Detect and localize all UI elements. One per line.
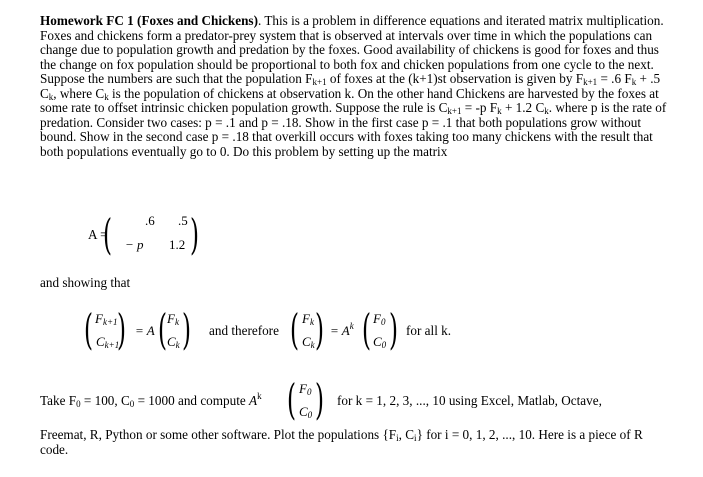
symbol: C bbox=[167, 334, 176, 349]
sub: k bbox=[544, 106, 549, 117]
text: = -p F bbox=[461, 100, 498, 116]
text: } for i = 0, 1, 2, ..., 10. Here is a piece of R code. bbox=[40, 427, 643, 457]
sup: k bbox=[257, 391, 262, 401]
eq-left-paren-4: ( bbox=[362, 305, 372, 354]
take-text bbox=[40, 393, 262, 409]
sub: 0 bbox=[381, 340, 387, 350]
eq-right-paren-3: ) bbox=[315, 305, 325, 354]
sub: k bbox=[310, 340, 315, 350]
matrix-a22: 1.2 bbox=[169, 237, 186, 252]
take-right-paren: ) bbox=[315, 375, 325, 424]
sub: 0 bbox=[76, 399, 81, 409]
sub: k+1 bbox=[447, 106, 462, 117]
text: , where C bbox=[53, 85, 105, 101]
matrix-a21: − p bbox=[125, 237, 144, 252]
and-therefore-text: and therefore bbox=[209, 323, 279, 338]
sub: i bbox=[396, 433, 399, 443]
equals-A: = A bbox=[135, 323, 155, 338]
matrix-label: A = bbox=[88, 227, 108, 242]
final-paragraph bbox=[40, 428, 665, 457]
symbol: C bbox=[96, 334, 105, 349]
symbol: F bbox=[167, 311, 175, 326]
text: = 100, C bbox=[80, 393, 130, 408]
eq-left-paren-2: ( bbox=[158, 305, 168, 354]
problem-paragraph bbox=[40, 14, 670, 159]
sup: k bbox=[349, 321, 354, 331]
sub: k+1 bbox=[312, 77, 327, 88]
matrix-left-paren: ( bbox=[103, 210, 113, 259]
text: = 1000 and compute bbox=[134, 393, 250, 408]
sub: 0 bbox=[380, 317, 386, 327]
text: Freemat, R, Python or some other software. Plot the populations {F bbox=[40, 427, 397, 442]
symbol: C bbox=[373, 334, 382, 349]
sub: k bbox=[48, 91, 54, 102]
symbol: A bbox=[249, 393, 258, 408]
sub: k+1 bbox=[583, 77, 598, 88]
symbol: F bbox=[302, 311, 310, 326]
equals-A-k: = A bbox=[330, 323, 350, 338]
matrix-a12: .5 bbox=[178, 213, 188, 228]
text: + .5 C bbox=[40, 71, 661, 101]
sub: k+1 bbox=[104, 340, 120, 350]
sub: k bbox=[104, 91, 109, 102]
eq-right-paren-2: ) bbox=[182, 305, 192, 354]
symbol: F bbox=[299, 381, 307, 396]
symbol: C bbox=[299, 404, 308, 419]
sub: 0 bbox=[306, 387, 312, 397]
sub: k bbox=[309, 317, 314, 327]
sub: k bbox=[174, 317, 179, 327]
sub: i bbox=[414, 433, 417, 443]
matrix-a11: .6 bbox=[145, 213, 155, 228]
eq-left-paren-3: ( bbox=[290, 305, 300, 354]
text: is the population of chickens at observation k. On the other hand Chickens are harvested by the foxes at some rate to offset intrinsic chicken population growth. Suppose the rule is C bbox=[40, 85, 659, 116]
matrix-right-paren: ) bbox=[190, 210, 200, 259]
eq-right-paren-1: ) bbox=[117, 305, 127, 354]
for-all-k-text: for all k. bbox=[406, 323, 452, 338]
eq-left-paren-1: ( bbox=[84, 305, 94, 354]
showing-text: and showing that bbox=[40, 275, 131, 290]
eq-right-paren-4: ) bbox=[389, 305, 399, 354]
text: Take F bbox=[40, 393, 77, 408]
sub: k bbox=[631, 77, 637, 88]
sub: k bbox=[497, 106, 502, 117]
sub: 0 bbox=[129, 399, 135, 409]
intro-text: . This is a problem in difference equations and iterated matrix multiplication. Foxes and chickens form a predator-prey system that is observed at intervals over time in which the populations can change due to population growth and predation by the foxes. Good availability of chickens is good for foxes and thus the change on fox population should be proportional to both fox and chicken populations from one cycle to the next. Suppose the numbers are such that the population F bbox=[40, 13, 664, 87]
text: = .6 F bbox=[597, 71, 632, 87]
sub: k bbox=[175, 340, 180, 350]
text: of foxes at the (k+1)st observation is given by F bbox=[326, 71, 584, 87]
take-tail-text: for k = 1, 2, 3, ..., 10 using Excel, Matlab, Octave, bbox=[337, 393, 602, 408]
sub: k+1 bbox=[102, 317, 118, 327]
symbol: C bbox=[302, 334, 311, 349]
take-left-paren: ( bbox=[287, 375, 297, 424]
symbol: F bbox=[373, 311, 381, 326]
text: . where p is the rate of predation. Consider two cases: p = .1 and p = .18. Show in the first case p = .1 that both populations grow without bound. Show in the second case p = .18 that overkill occurs with foxes taking too many chickens with the result that both populations eventually go to 0. Do this problem by setting up the matrix bbox=[40, 100, 667, 159]
text: + 1.2 C bbox=[501, 100, 545, 116]
symbol: F bbox=[95, 311, 103, 326]
text: , C bbox=[398, 427, 415, 442]
sub: 0 bbox=[307, 410, 313, 420]
problem-title: Homework FC 1 (Foxes and Chickens) bbox=[40, 13, 258, 28]
